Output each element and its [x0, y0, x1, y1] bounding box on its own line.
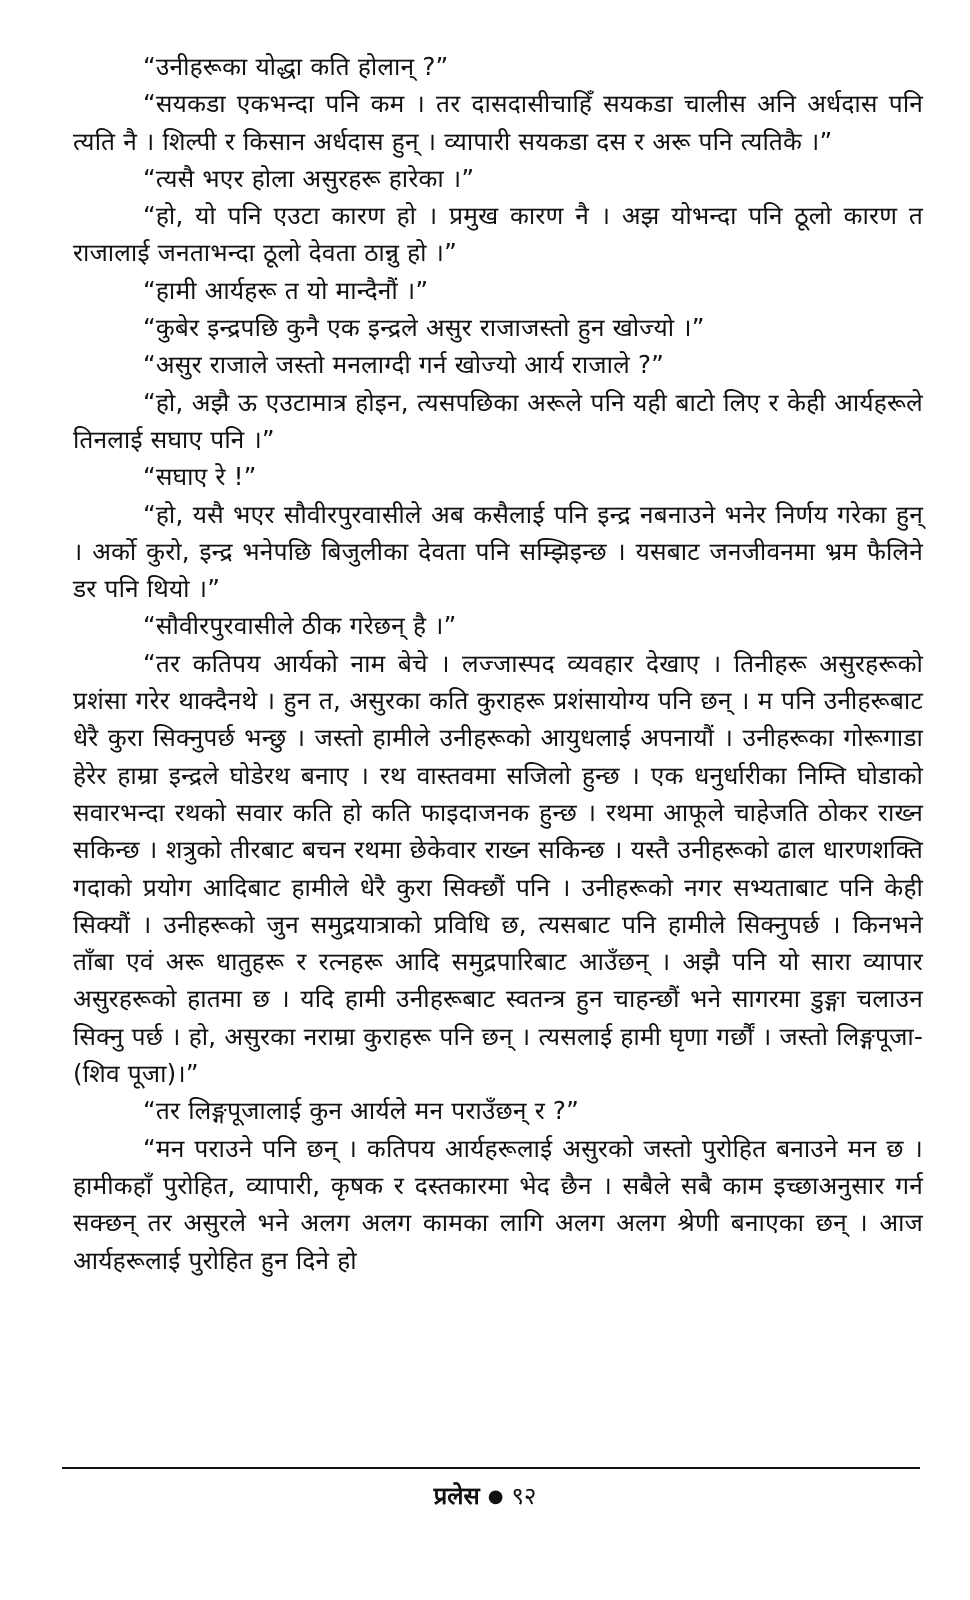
paragraph: “तर कतिपय आर्यको नाम बेचे । लज्जास्पद व्यवहार देखाए । तिनीहरू असुरहरूको प्रशंसा गरेर थाक्दैनथे । हुन त, असुरका कति कुराहरू प्रशंसायोग्य पनि छन् । म पनि उनीहरूबाट धेरै कुरा सिक्नुपर्छ भन्छु । जस्तो हामीले उनीहरूको आयुधलाई अपनायौं । उनीहरूका गोरूगाडा हेरेर हाम्रा इन्द्रले घोडेरथ बनाए । रथ वास्तवमा सजिलो हुन्छ । एक धनुर्धारीका निम्ति घोडाको सवारभन्दा रथको सवार कति हो कति फाइदाजनक हुन्छ । रथमा आफूले चाहेजति ठोकर राख्न सकिन्छ । शत्रुको तीरबाट बचन रथमा छेकेवार राख्न सकिन्छ । यस्तै उनीहरूको ढाल धारणशक्ति गदाको प्रयोग आदिबाट हामीले धेरै कुरा सिक्छौं पनि । उनीहरूको नगर सभ्यताबाट पनि केही सिक्यौं । उनीहरूको जुन समुद्रयात्राको प्रविधि छ, त्यसबाट पनि हामीले सिक्नुपर्छ । किनभने ताँबा एवं अरू धातुहरू र रत्नहरू आदि समुद्रपारिबाट आउँछन् । अझै पनि यो सारा व्यापार असुरहरूको हातमा छ । यदि हामी उनीहरूबाट स्वतन्त्र हुन चाहन्छौं भने सागरमा डुङ्गा चलाउन सिक्नु पर्छ । हो, असुरका नराम्रा कुराहरू पनि छन् । त्यसलाई हामी घृणा गर्छौं । जस्तो लिङ्गपूजा- (शिव पूजा)।” [73, 648, 923, 1089]
page-body-text [73, 48, 923, 1279]
paragraph: “मन पराउने पनि छन् । कतिपय आर्यहरूलाई असुरको जस्तो पुरोहित बनाउने मन छ । हामीकहाँ पुरोहित, व्यापारी, कृषक र दस्तकारमा भेद छैन । सबैले सबै काम इच्छाअनुसार गर्न सक्छन् तर असुरले भने अलग अलग कामका लागि अलग अलग श्रेणी बनाएका छन् । आज आर्यहरूलाई पुरोहित हुन दिने हो [73, 1133, 923, 1275]
paragraph: “त्यसै भएर होला असुरहरू हारेका ।” [143, 163, 475, 193]
paragraph: “हो, यसै भएर सौवीरपुरवासीले अब कसैलाई पनि इन्द्र नबनाउने भनेर निर्णय गरेका हुन् । अर्को कुरो, इन्द्र भनेपछि बिजुलीका देवता पनि सम्झिइन्छ । यसबाट जनजीवनमा भ्रम फैलिने डर पनि थियो ।” [73, 499, 923, 604]
paragraph: “हो, यो पनि एउटा कारण हो । प्रमुख कारण नै । अझ योभन्दा पनि ठूलो कारण त राजालाई जनताभन्दा ठूलो देवता ठान्नु हो ।” [73, 201, 923, 268]
footer-bullet-icon: ● [487, 1486, 504, 1507]
paragraph: “असुर राजाले जस्तो मनलाग्दी गर्न खोज्यो आर्य राजाले ?” [143, 350, 665, 380]
paragraph: “तर लिङ्गपूजालाई कुन आर्यले मन पराउँछन् र ?” [143, 1096, 580, 1126]
page-footer [0, 1478, 970, 1515]
paragraph: “कुबेर इन्द्रपछि कुनै एक इन्द्रले असुर राजाजस्तो हुन खोज्यो ।” [143, 313, 705, 343]
paragraph: “हो, अझै ऊ एउटामात्र होइन, त्यसपछिका अरूले पनि यही बाटो लिए र केही आर्यहरूले तिनलाई सघाए पनि ।” [73, 387, 923, 454]
paragraph: “सौवीरपुरवासीले ठीक गरेछन् है ।” [143, 611, 457, 641]
paragraph: “उनीहरूका योद्धा कति होलान् ?” [143, 52, 449, 81]
paragraph: “हामी आर्यहरू त यो मान्दैनौं ।” [143, 275, 429, 305]
paragraph: “सघाए रे !” [143, 462, 257, 492]
footer-rule [62, 1467, 920, 1469]
footer-title: प्रलेस [433, 1482, 480, 1510]
paragraph: “सयकडा एकभन्दा पनि कम । तर दासदासीचाहिँ सयकडा चालीस अनि अर्धदास पनि त्यति नै । शिल्पी र किसान अर्धदास हुन् । व्यापारी सयकडा दस र अरू पनि त्यतिकै ।” [73, 89, 923, 156]
page-number: ९२ [511, 1482, 537, 1510]
